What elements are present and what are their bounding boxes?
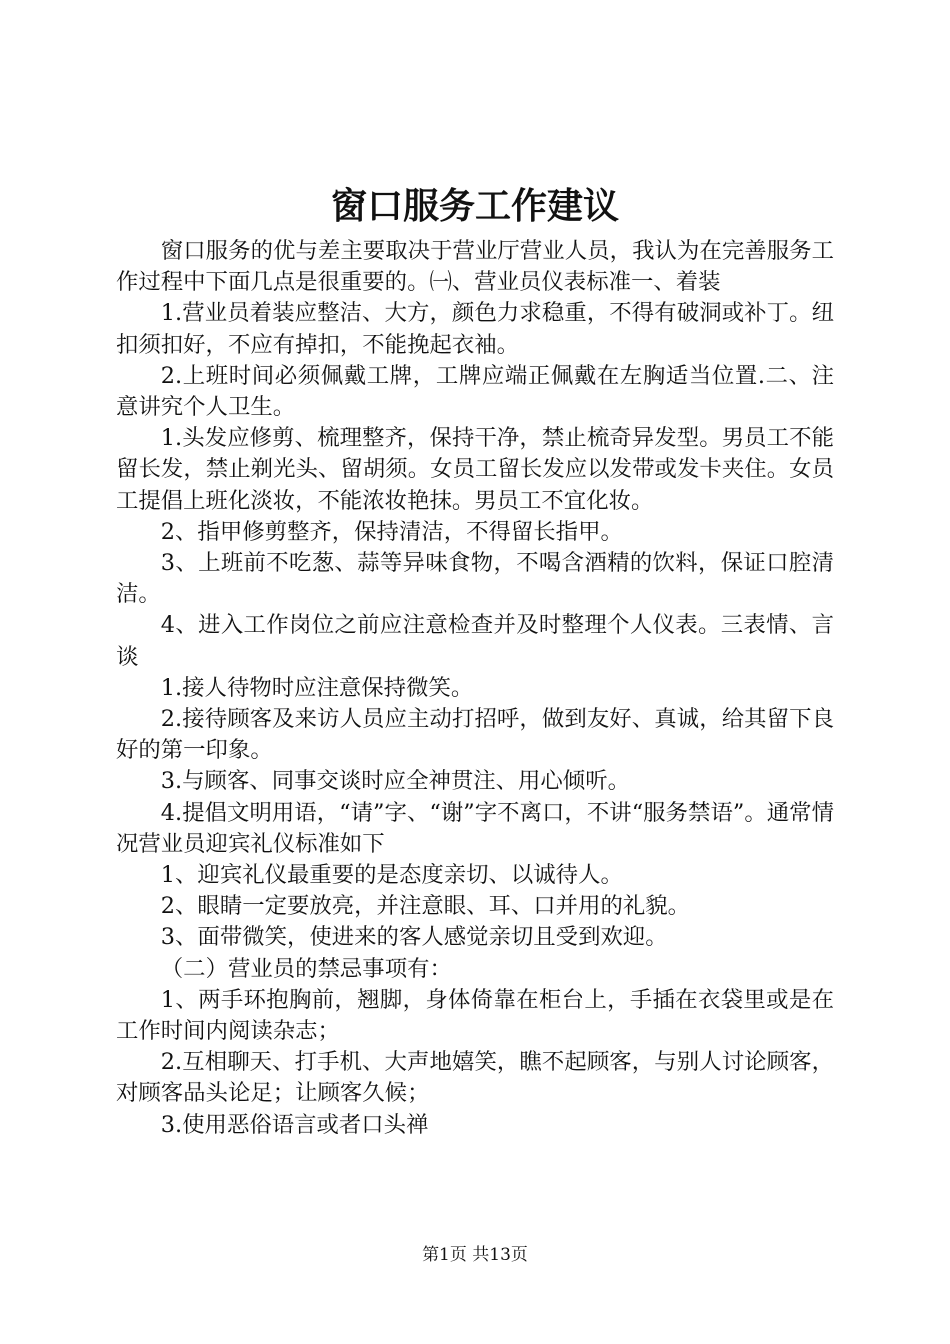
paragraph: 1、迎宾礼仪最重要的是态度亲切、以诚待人。 [160, 862, 623, 889]
paragraph: 1.营业员着装应整洁、大方，颜色力求稳重，不得有破洞或补丁。纽扣须扣好，不应有掉扣，不能挽起衣袖。 [116, 300, 834, 358]
paragraph: 2.上班时间必须佩戴工牌，工牌应端正佩戴在左胸适当位置.二、注意讲究个人卫生。 [116, 362, 834, 421]
paragraph: 1、两手环抱胸前，翘脚，身体倚靠在柜台上，手插在衣袋里或是在工作时间内阅读杂志； [116, 986, 834, 1045]
paragraph: 1.接人待物时应注意保持微笑。 [160, 674, 474, 701]
document-body [116, 236, 834, 1141]
paragraph: 2.接待顾客及来访人员应主动打招呼，做到友好、真诚，给其留下良好的第一印象。 [116, 706, 834, 764]
paragraph: 2、眼睛一定要放亮，并注意眼、耳、口并用的礼貌。 [160, 893, 691, 920]
paragraph: 1.头发应修剪、梳理整齐，保持干净，禁止梳奇异发型。男员工不能留长发，禁止剃光头、留胡须。女员工留长发应以发带或发卡夹住。女员工提倡上班化淡妆，不能浓妆艳抹。男员工不宜化妆。 [116, 425, 834, 514]
paragraph: 4.提倡文明用语，“请”字、“谢”字不离口，不讲“服务禁语”。通常情况营业员迎宾礼仪标准如下 [116, 799, 834, 857]
paragraph: 3.使用恶俗语言或者口头禅 [160, 1111, 429, 1138]
paragraph: 2.互相聊天、打手机、大声地嬉笑，瞧不起顾客，与别人讨论顾客，对顾客品头论足；让顾客久候； [116, 1049, 834, 1107]
paragraph: （二）营业员的禁忌事项有： [160, 955, 452, 982]
paragraph: 窗口服务的优与差主要取决于营业厅营业人员，我认为在完善服务工作过程中下面几点是很重要的。㈠、营业员仪表标准一、着装 [116, 238, 834, 296]
paragraph: 3.与顾客、同事交谈时应全神贯注、用心倾听。 [160, 768, 630, 795]
paragraph: 2、指甲修剪整齐，保持清洁，不得留长指甲。 [160, 518, 623, 545]
document-title: 窗口服务工作建议 [330, 186, 619, 227]
page-number-footer: 第1页 共13页 [422, 1245, 528, 1265]
paragraph: 3、上班前不吃葱、蒜等异味食物，不喝含酒精的饮料，保证口腔清洁。 [116, 550, 834, 608]
paragraph: 3、面带微笑，使进来的客人感觉亲切且受到欢迎。 [160, 924, 668, 951]
paragraph: 4、进入工作岗位之前应注意检查并及时整理个人仪表。三表情、言谈 [116, 612, 834, 670]
